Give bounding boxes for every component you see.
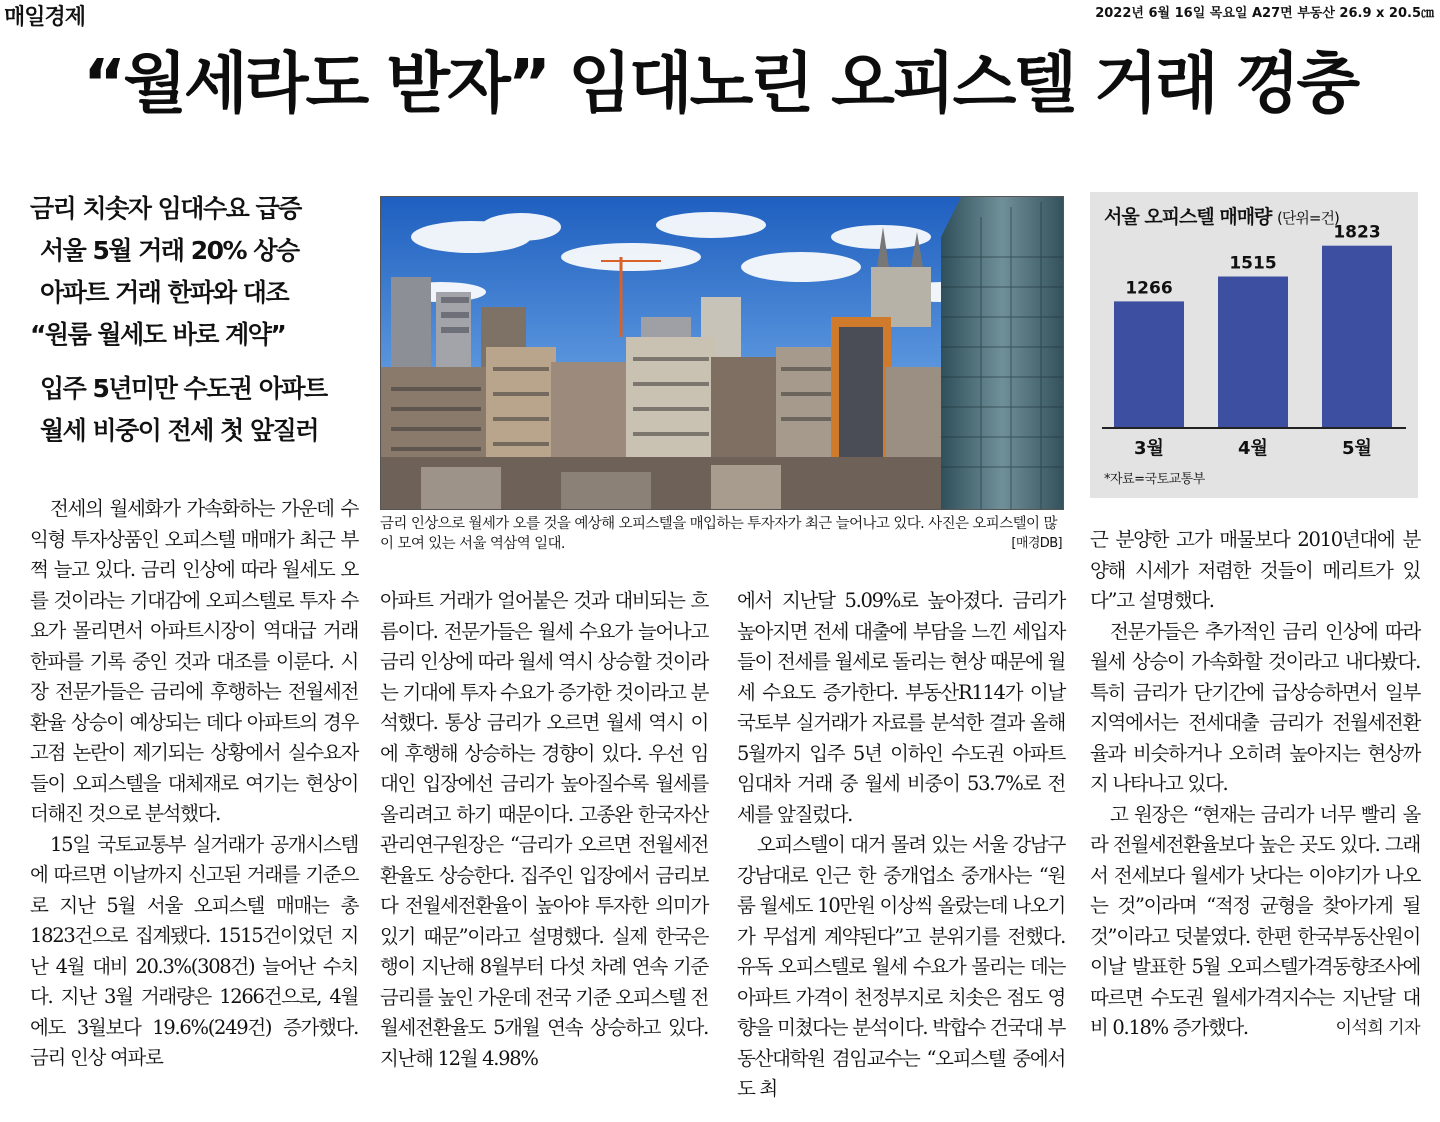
chart-data-label: 1266 bbox=[1125, 278, 1173, 299]
chart-plot bbox=[1090, 192, 1418, 498]
chart-source: *자료=국토교통부 bbox=[1104, 472, 1205, 487]
chart-category-label: 5월 bbox=[1342, 438, 1372, 459]
photo-caption bbox=[380, 514, 1062, 554]
article-column-1 bbox=[30, 494, 358, 1074]
subheads bbox=[30, 188, 370, 452]
article-paragraph: 15일 국토교통부 실거래가 공개시스템에 따르면 이날까지 신고된 거래를 기준으로 지난 5월 서울 오피스텔 매매는 총 1823건으로 집계됐다. 1515건이었던 지난 4월 대비 20.3%(308건) 늘어난 수치다. 지난 3월 거래량은 1266건으로, 4월에도 3월보다 19.6%(249건) 증가했다. 금리 인상 여파로 bbox=[30, 832, 358, 1069]
article-paragraph bbox=[1090, 800, 1420, 1044]
article-paragraph: 전세의 월세화가 가속화하는 가운데 수익형 투자상품인 오피스텔 매매가 최근 부쩍 늘고 있다. 금리 인상에 따라 월세도 오를 것이라는 기대감에 오피스텔로 투자 수요가 몰리면서 아파트시장이 역대급 거래 한파를 기록 중인 것과 대조를 이룬다. 시장 전문가들은 금리에 후행하는 전월세전환율 상승이 예상되는 데다 아파트의 경우 고점 논란이 제기되는 상황에서 실수요자들이 오피스텔을 대체재로 여기는 현상이 더해진 것으로 분석했다. bbox=[30, 497, 358, 825]
subhead: 월세 비중이 전세 첫 앞질러 bbox=[40, 416, 318, 445]
article-paragraph: 전문가들은 추가적인 금리 인상에 따라 월세 상승이 가속화할 것이라고 내다봤다. 특히 금리가 단기간에 급상승하면서 일부 지역에서는 전세대출 금리가 전월세전환율과 비슷하거나 오히려 높아지는 현상까지 나타나고 있다. bbox=[1090, 619, 1420, 795]
subhead: “원룸 월세도 바로 계약” bbox=[30, 320, 286, 349]
article-paragraph: 근 분양한 고가 매물보다 2010년대에 분양해 시세가 저렴한 것들이 메리트가 있다”고 설명했다. bbox=[1090, 528, 1420, 612]
sales-volume-chart bbox=[1090, 192, 1418, 498]
headline: “월세라도 받자” 임대노린 오피스텔 거래 껑충 bbox=[82, 45, 1358, 122]
chart-title-text: 서울 오피스텔 매매량 bbox=[1104, 206, 1272, 228]
skyline-illustration bbox=[381, 197, 1063, 509]
article-paragraph: 에서 지난달 5.09%로 높아졌다. 금리가 높아지면 전세 대출에 부담을 느낀 세입자들이 전세를 월세로 돌리는 현상 때문에 월세 수요도 증가한다. 부동산R114가 이날 국토부 실거래가 자료를 분석한 결과 올해 5월까지 입주 5년 이하인 수도권 아파트 임대차 거래 중 월세 비중이 53.7%로 전세를 앞질렀다. bbox=[737, 589, 1065, 826]
subhead: 금리 치솟자 임대수요 급증 bbox=[30, 194, 301, 223]
chart-bar bbox=[1114, 301, 1184, 428]
subhead: 입주 5년미만 수도권 아파트 bbox=[40, 374, 327, 403]
article-paragraph: 오피스텔이 대거 몰려 있는 서울 강남구 강남대로 인근 한 중개업소 중개사는 “원룸 월세도 10만원 이상씩 올랐는데 나오기가 무섭게 계약된다”고 분위기를 전했다. 유독 오피스텔로 월세 수요가 몰리는 데는 아파트 가격이 천정부지로 치솟은 점도 영향을 미쳤다는 분석이다. 박합수 건국대 부동산대학원 겸임교수는 “오피스텔 중에서도 최 bbox=[737, 833, 1065, 1100]
photo-caption-text: 금리 인상으로 월세가 오를 것을 예상해 오피스텔을 매입하는 투자자가 최근 늘어나고 있다. 사진은 오피스텔이 많이 모여 있는 서울 역삼역 일대. bbox=[380, 516, 1057, 552]
article-paragraph-text: 고 원장은 “현재는 금리가 너무 빨리 올라 전월세전환율보다 높은 곳도 있다. 그래서 전세보다 월세가 낫다는 이야기가 나오는 것”이라며 “적정 균형을 찾아가게 될 것”이라고 덧붙였다. 한편 한국부동산원이 이날 발표한 5월 오피스텔가격동향조사에 따르면 수도권 월세가격지수는 지난달 대비 0.18% 증가했다. bbox=[1090, 802, 1420, 1039]
article-paragraph: 아파트 거래가 얼어붙은 것과 대비되는 흐름이다. 전문가들은 월세 수요가 늘어나고 금리 인상에 따라 월세 역시 상승할 것이라는 기대에 투자 수요가 증가한 것이라고 분석했다. 통상 금리가 오르면 월세 역시 이에 후행해 상승하는 경향이 있다. 우선 임대인 입장에선 금리가 높아질수록 월세를 올리려고 하기 때문이다. 고종완 한국자산관리연구원장은 “금리가 오르면 전월세전환율도 상승한다. 집주인 입장에서 금리보다 전월세전환율이 높아야 투자한 의미가 있기 때문”이라고 설명했다. 실제 한국은행이 지난해 8월부터 다섯 차례 연속 기준금리를 높인 가운데 전국 기준 오피스텔 전월세전환율도 5개월 연속 상승하고 있다. 지난해 12월 4.98% bbox=[380, 589, 708, 1070]
subhead: 서울 5월 거래 20% 상승 bbox=[40, 236, 299, 265]
chart-category-label: 4월 bbox=[1238, 438, 1268, 459]
masthead: 매일경제 bbox=[4, 5, 86, 30]
subhead: 아파트 거래 한파와 대조 bbox=[40, 278, 289, 307]
article-column-2 bbox=[380, 586, 708, 1074]
chart-data-label: 1515 bbox=[1229, 253, 1277, 274]
photo-credit: [매경DB] bbox=[1011, 536, 1062, 551]
chart-bar bbox=[1322, 246, 1392, 428]
byline: 이석희 기자 bbox=[1335, 1018, 1420, 1038]
chart-category-label: 3월 bbox=[1134, 438, 1164, 459]
dateline: 2022년 6월 16일 목요일 A27면 부동산 26.9 x 20.5㎝ bbox=[1095, 6, 1434, 21]
chart-unit: (단위=건) bbox=[1277, 209, 1339, 227]
article-column-3 bbox=[737, 586, 1065, 1105]
chart-data-label: 1823 bbox=[1333, 222, 1381, 243]
article-column-4 bbox=[1090, 525, 1420, 1044]
city-skyline-photo bbox=[380, 196, 1064, 510]
chart-bar bbox=[1218, 277, 1288, 429]
